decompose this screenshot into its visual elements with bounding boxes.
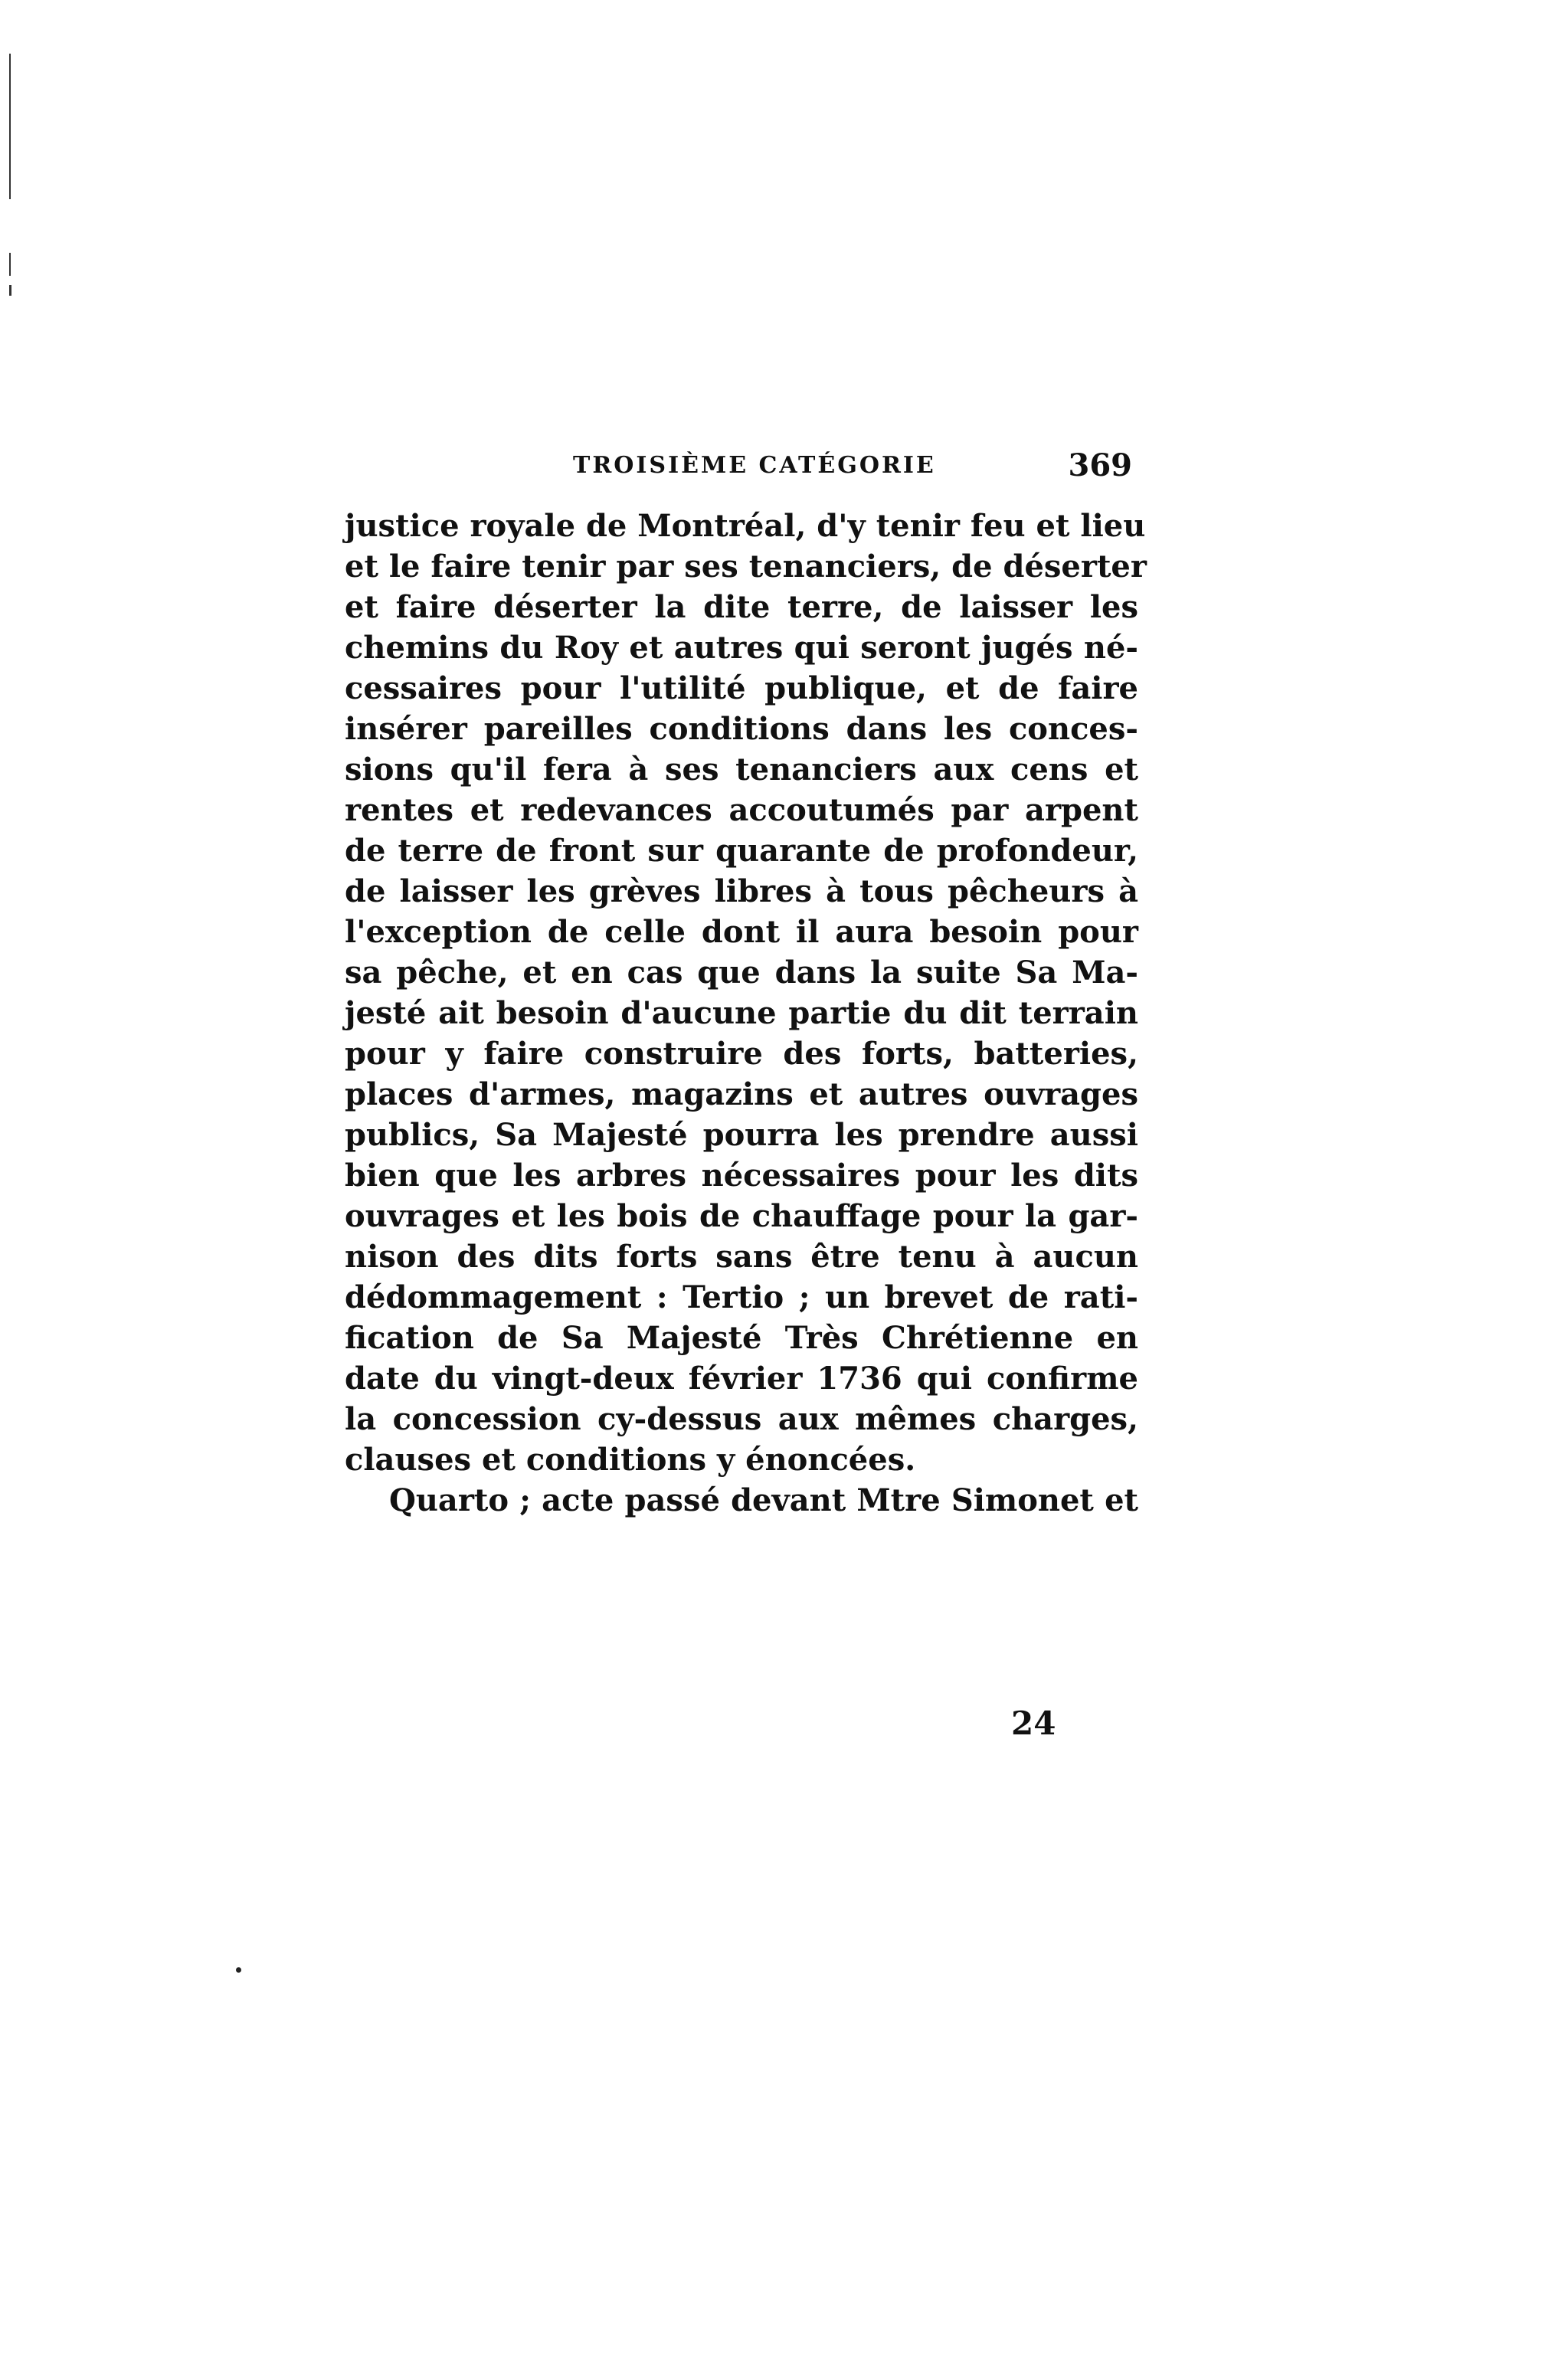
body-text (345, 506, 1147, 1521)
scan-edge-mark (9, 107, 11, 199)
text-line: sions qu'il fera à ses tenanciers aux cens et (345, 752, 1138, 788)
text-line: cessaires pour l'utilité publique, et de faire (345, 670, 1138, 706)
text-line: pour y faire construire des forts, batteries, (345, 1036, 1138, 1072)
page-number: 369 (1068, 447, 1132, 483)
scan-edge-mark (9, 54, 11, 107)
text-line: places d'armes, magazins et autres ouvrages (345, 1076, 1138, 1112)
text-line: bien que les arbres nécessaires pour les dits (345, 1158, 1138, 1194)
text-line: jesté ait besoin d'aucune partie du dit terrain (345, 995, 1138, 1031)
text-line: sa pêche, et en cas que dans la suite Sa Ma- (345, 955, 1138, 991)
text-line: publics, Sa Majesté pourra les prendre aussi (345, 1117, 1138, 1153)
text-line: et faire déserter la dite terre, de laisser les (345, 589, 1138, 625)
text-line: rentes et redevances accoutumés par arpent (345, 792, 1138, 828)
text-line: nison des dits forts sans être tenu à aucun (345, 1239, 1138, 1275)
text-line: de laisser les grèves libres à tous pêcheurs à (345, 873, 1138, 909)
text-line-last: clauses et conditions y énoncées. (345, 1442, 916, 1478)
text-line: dédommagement : Tertio ; un brevet de rati- (345, 1279, 1138, 1315)
text-line: chemins du Roy et autres qui seront jugés né- (345, 630, 1138, 666)
text-line: l'exception de celle dont il aura besoin pour (345, 914, 1138, 950)
running-head (573, 449, 1132, 487)
scan-edge-mark (9, 253, 11, 276)
text-line: ouvrages et les bois de chauffage pour la gar- (345, 1198, 1138, 1234)
scan-edge-mark (9, 285, 11, 296)
text-line: et le faire tenir par ses tenanciers, de déserter (345, 549, 1147, 585)
paragraph-start-line: Quarto ; acte passé devant Mtre Simonet et (389, 1482, 1138, 1518)
text-line: fication de Sa Majesté Très Chrétienne en (345, 1320, 1138, 1356)
text-line: justice royale de Montréal, d'y tenir feu et lieu (345, 508, 1146, 544)
running-title: TROISIÈME CATÉGORIE (573, 452, 936, 479)
text-line: insérer pareilles conditions dans les conces- (345, 711, 1138, 747)
signature-mark: 24 (1011, 1705, 1056, 1742)
stray-dot (236, 1967, 241, 1973)
text-line: de terre de front sur quarante de profondeur, (345, 833, 1138, 869)
text-line: date du vingt-deux février 1736 qui confirme (345, 1361, 1138, 1397)
text-line: la concession cy-dessus aux mêmes charges, (345, 1401, 1138, 1437)
